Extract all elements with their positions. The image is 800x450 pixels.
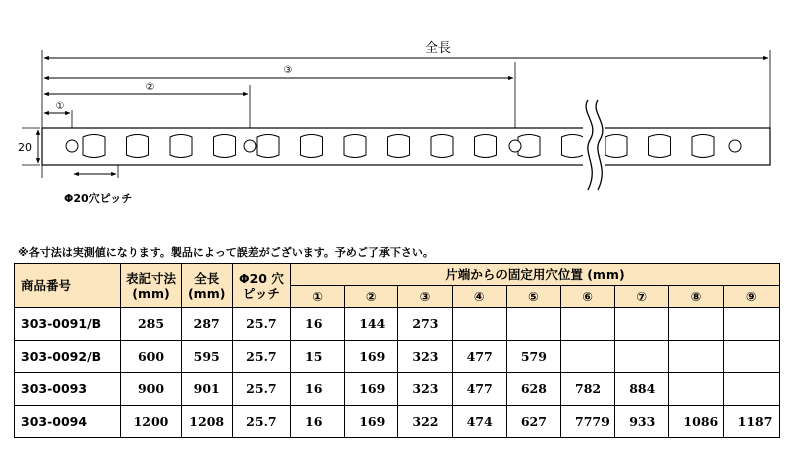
header-position-4: ④: [452, 286, 506, 308]
header-pitch-line1: Φ20 穴: [238, 270, 284, 286]
dimension-label-3: ③: [283, 65, 293, 76]
cell-hole-position-2: 144: [345, 308, 398, 341]
cell-hole-position-6: 7779: [561, 405, 615, 438]
cell-hole-position-4: [452, 308, 506, 341]
cell-hole-position-9: [723, 308, 779, 341]
cell-hole-position-5: 627: [506, 405, 560, 438]
table-row: [15, 340, 780, 373]
cell-hole-pitch: 25.7: [232, 308, 290, 341]
cell-hole-pitch: 25.7: [232, 405, 290, 438]
dimension-label-1: ①: [55, 101, 65, 112]
cell-hole-position-9: [723, 373, 779, 406]
header-nominal-line1: 表記寸法: [125, 270, 176, 286]
rail-slot: [301, 135, 323, 158]
cell-nominal-size: 900: [121, 373, 181, 406]
rail: [42, 100, 770, 190]
cell-product-code: 303-0093: [15, 373, 121, 406]
header-position-3: ③: [398, 286, 452, 308]
cell-hole-position-5: 579: [506, 340, 560, 373]
cell-nominal-size: 285: [121, 308, 181, 341]
cell-hole-position-9: 1187: [723, 405, 779, 438]
cell-hole-position-7: 884: [615, 373, 669, 406]
header-position-2: ②: [345, 286, 398, 308]
header-position-5: ⑤: [506, 286, 560, 308]
cell-hole-position-9: [723, 340, 779, 373]
dimension-label-2: ②: [145, 82, 155, 93]
rail-slot: [170, 135, 192, 158]
header-position-7: ⑦: [615, 286, 669, 308]
cell-hole-position-6: [561, 308, 615, 341]
cell-hole-position-5: [506, 308, 560, 341]
header-hole-positions: 片端からの固定用穴位置 (mm): [291, 264, 780, 286]
cell-product-code: 303-0092/B: [15, 340, 121, 373]
table-row: [15, 405, 780, 438]
cell-total-length: 595: [181, 340, 232, 373]
header-length-line2: (mm): [187, 285, 226, 301]
cell-hole-position-1: 16: [291, 373, 345, 406]
cell-hole-pitch: 25.7: [232, 340, 290, 373]
cell-hole-position-8: [669, 373, 723, 406]
header-total-length: [181, 264, 232, 308]
cell-hole-position-4: 474: [452, 405, 506, 438]
measurement-note: ※各寸法は実測値になります。製品によって誤差がございます。予めご了承下さい。: [18, 246, 434, 259]
cell-hole-position-8: [669, 308, 723, 341]
rail-slot: [605, 135, 627, 158]
cell-hole-position-8: [669, 340, 723, 373]
rail-slot: [475, 135, 497, 158]
cell-hole-position-6: 782: [561, 373, 615, 406]
header-hole-pitch: [232, 264, 290, 308]
cell-hole-position-5: 628: [506, 373, 560, 406]
header-pitch-line2: ピッチ: [242, 285, 280, 301]
cell-hole-position-7: 933: [615, 405, 669, 438]
cell-hole-position-7: [615, 340, 669, 373]
cell-nominal-size: 1200: [121, 405, 181, 438]
cell-hole-position-2: 169: [345, 340, 398, 373]
cell-nominal-size: 600: [121, 340, 181, 373]
cell-hole-position-3: 323: [398, 340, 452, 373]
rail-slot: [692, 135, 714, 158]
header-position-9: ⑨: [723, 286, 779, 308]
header-position-6: ⑥: [561, 286, 615, 308]
total-length-label: 全長: [424, 41, 452, 56]
cell-total-length: 287: [181, 308, 232, 341]
rail-slot: [83, 135, 105, 158]
rail-slot: [388, 135, 410, 158]
cell-hole-position-3: 322: [398, 405, 452, 438]
header-product-code: 商品番号: [15, 264, 121, 308]
header-length-line1: 全長: [194, 270, 220, 286]
cell-product-code: 303-0094: [15, 405, 121, 438]
header-nominal-size: [121, 264, 181, 308]
cell-hole-position-1: 16: [291, 308, 345, 341]
cell-hole-pitch: 25.7: [232, 373, 290, 406]
cell-hole-position-4: 477: [452, 340, 506, 373]
rail-slot: [344, 135, 366, 158]
rail-slot: [127, 135, 149, 158]
cell-hole-position-2: 169: [345, 405, 398, 438]
cell-total-length: 901: [181, 373, 232, 406]
header-nominal-line2: (mm): [132, 285, 170, 301]
pitch-label: Φ20穴ピッチ: [64, 192, 133, 205]
rail-slot: [431, 135, 453, 158]
cell-hole-position-3: 273: [398, 308, 452, 341]
cell-hole-position-8: 1086: [669, 405, 723, 438]
spec-table: [14, 263, 780, 438]
cell-hole-position-4: 477: [452, 373, 506, 406]
fixing-hole-2: [244, 140, 256, 152]
header-position-1: ①: [291, 286, 345, 308]
rail-slot: [214, 135, 236, 158]
cell-hole-position-1: 15: [291, 340, 345, 373]
fixing-hole-end: [729, 140, 741, 152]
fixing-hole-1: [66, 140, 78, 152]
rail-slot: [649, 135, 671, 158]
cell-hole-position-2: 169: [345, 373, 398, 406]
rail-slot: [562, 135, 584, 158]
header-position-8: ⑧: [669, 286, 723, 308]
cell-hole-position-7: [615, 308, 669, 341]
cell-hole-position-1: 16: [291, 405, 345, 438]
rail-slot: [257, 135, 279, 158]
cell-hole-position-6: [561, 340, 615, 373]
fixing-hole-3: [509, 140, 521, 152]
table-row: [15, 308, 780, 341]
cell-hole-position-3: 323: [398, 373, 452, 406]
cell-total-length: 1208: [181, 405, 232, 438]
height-label: 20: [18, 141, 32, 154]
table-row: [15, 373, 780, 406]
cell-product-code: 303-0091/B: [15, 308, 121, 341]
